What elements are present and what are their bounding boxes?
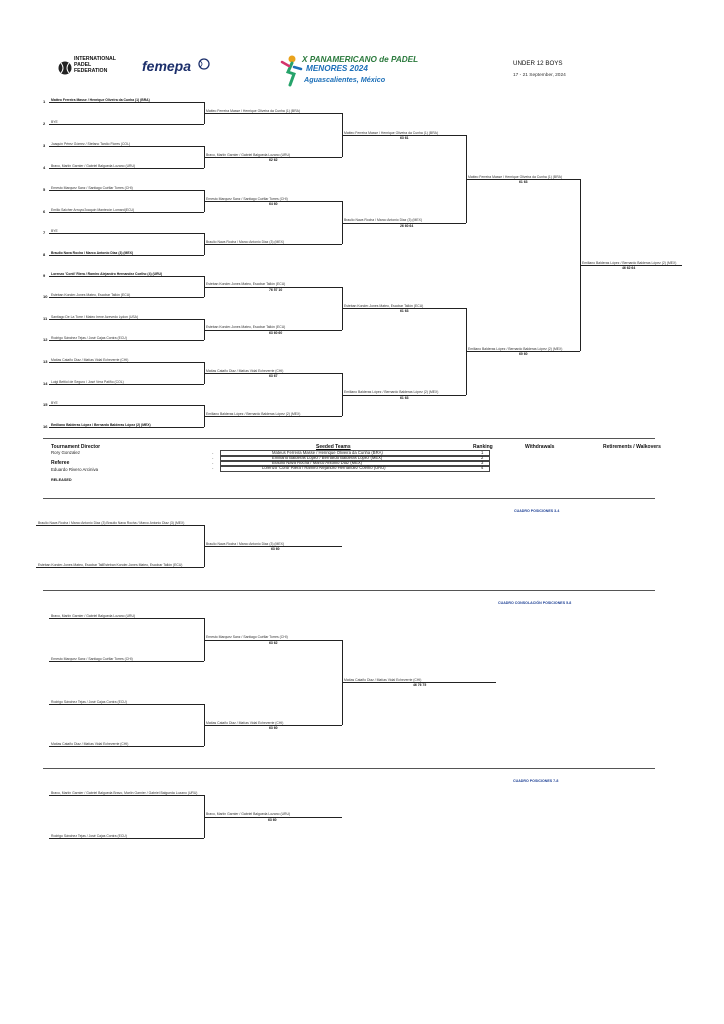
ipf-logo-line1: INTERNATIONAL xyxy=(74,56,116,62)
released-label: RELEASED xyxy=(51,478,72,482)
pos34-team-bottom: Esteban Konder-Jones Mateo, Escobar TallEsteban Konder-Jones Mateo, Escobar Tallón (ECU) xyxy=(38,562,183,567)
r2-team: Ernesto Marquez Sanz / Santiago Cuéllar Torres (CHI) xyxy=(206,196,288,201)
tournament-director-label: Tournament Director xyxy=(51,444,101,450)
r1-team: Joaquín Pérez Gómez / Stefano Tardío Flores (COL) xyxy=(51,141,131,146)
seed-number: 12 xyxy=(43,337,48,342)
r4-team: Emiliano Balderas López / Bernardo Balderas López (2) (MEX) xyxy=(468,347,563,352)
r3-team: Emiliano Balderas López / Bernardo Balderas López (2) (MEX) xyxy=(344,390,439,395)
seed-number: 11 xyxy=(43,316,48,321)
r2-team: Braulio Nava Rocha / Marco Antonio Diaz (3) (MEX) xyxy=(206,239,285,244)
match-score: 63 61 xyxy=(400,136,409,141)
match-score: 46 76 75 xyxy=(413,683,427,688)
match-score: 62 62 xyxy=(269,158,278,163)
seeded-row: - Braulio Nava Rocha / Marco Antonio Diaz (MEX) 3 xyxy=(212,460,496,465)
r1-team: Emiliano Balderas López / Bernardo Balderas López (2) (MEX) xyxy=(51,422,151,427)
seed-number: 4 xyxy=(43,165,46,170)
seed-number: 16 xyxy=(43,424,48,429)
r1-team: Rodrigo Sánchez Tejas / José Cajas Contra (ECU) xyxy=(51,335,127,340)
pos58-r1-team: Bravo, Marlín Garnier / Gabriel Balgueda Lozano (URU) xyxy=(51,613,136,618)
r2-team: Esteban Konder-Jones Mateo, Escobar Tallón (ECU) xyxy=(206,282,286,287)
seeded-row: - Mateus Ferreira Masse / Henrique Oliveira da Cunha (BRA) 1 xyxy=(212,450,496,455)
r3-team: Matteo Ferreira Masse / Henrique Oliveira da Cunha (1) (BRA) xyxy=(344,130,439,135)
match-score: 26 60 64 xyxy=(400,223,414,228)
seeded-team-rank: 3 xyxy=(481,460,484,465)
match-score: 76 57 10 xyxy=(269,287,283,292)
match-score: 63 60 xyxy=(269,726,278,731)
seeded-team-name: Braulio Nava Rocha / Marco Antonio Diaz (MEX) xyxy=(272,460,363,465)
r2-team: Matteo Ferreira Masse / Henrique Oliveira da Cunha (1) (BRA) xyxy=(206,108,301,113)
r1-team: Matías Cataño Diaz / Matías Vidal Echeverrie (CHI) xyxy=(51,357,129,362)
bracket-line xyxy=(49,838,204,839)
event-logo-line1: X PANAMERICANO de PADEL xyxy=(302,55,419,64)
seed-number: 2 xyxy=(43,121,46,126)
match-score: 63 60 60 xyxy=(269,330,283,335)
pos78-title: CUADRO POSICIONES 7-8 xyxy=(513,779,559,783)
pos58-r1-team: Ernesto Marquez Sanz / Santiago Cuéllar Torres (CHI) xyxy=(51,656,133,661)
match-score: 63 60 xyxy=(268,817,277,822)
r2-team: Esteban Konder-Jones Mateo, Escobar Tallón (ECU) xyxy=(206,325,286,330)
match-score: 61 63 xyxy=(400,309,409,314)
seeded-team-rank: 1 xyxy=(481,450,484,455)
event-logo-line3: Aguascalientes, México xyxy=(304,75,386,84)
referee-name: Eduardo Rivero Arciniva xyxy=(51,467,99,472)
seeded-teams-header: Seeded Teams xyxy=(316,444,351,450)
pos58-winner: Matías Cataño Diaz / Matías Vidal Echeverrie (CHI) xyxy=(344,678,422,683)
r2-team: Matías Cataño Diaz / Matías Vidal Echeverrie (CHI) xyxy=(206,368,284,373)
match-score: 61 63 xyxy=(519,179,528,184)
seed-number: 3 xyxy=(43,143,46,148)
r3-team: Braulio Nava Rocha / Marco Antonio Diaz (3) (MEX) xyxy=(344,218,423,223)
seeded-team-name: Emiliano Balderas López / Bernardo Balderas López (MEX) xyxy=(272,455,383,460)
r2-team: Emiliano Balderas López / Bernardo Balderas López (2) (MEX) xyxy=(206,411,301,416)
pos58-title: CUADRO CONSOLACIÓN POSICIONES 5-8 xyxy=(498,601,572,605)
seed-number: 10 xyxy=(43,294,48,299)
pos58-r1-team: Matías Cataño Diaz / Matías Vidal Echeverrie (CHI) xyxy=(51,741,129,746)
seeded-team-name: Mateus Ferreira Masse / Henrique Oliveira da Cunha (BRA) xyxy=(272,450,383,455)
bracket-line xyxy=(49,795,204,796)
r1-team: Emilio Salcher Arroyo/Joaquín Mantecón Lomard(ECU) xyxy=(51,207,135,212)
seed-number: 7 xyxy=(43,230,46,235)
r1-team: Braulio Nava Rocha / Marco Antonio Diaz (3) (MEX) xyxy=(51,250,134,255)
event-dates: 17 - 21 September, 2024 xyxy=(513,73,566,78)
r1-team: Luigi Bettiol de Seguro / José Vera Patiño (COL) xyxy=(51,379,124,384)
seeded-team-name: Lorenzo 'Conti' Riera / Ramiro Alejandro Hernandez Coelho (URU) xyxy=(262,465,386,470)
pos58-r2-team: Matías Cataño Diaz / Matías Vidal Echeverrie (CHI) xyxy=(206,720,284,725)
seed-number: 15 xyxy=(43,402,48,407)
r1-team: Matteo Ferreira Masse / Henrique Oliveira da Cunha (1) (BRA) xyxy=(51,97,150,102)
tournament-director-name: Rory Gonzalez xyxy=(51,450,81,455)
seed-number: 5 xyxy=(43,187,46,192)
ipf-logo-line2: PADEL xyxy=(74,62,92,68)
r1-team: Bravo, Marlín Garnier / Gabriel Balgueda Lozano (URU) xyxy=(51,163,136,168)
seeded-team-rank: 4 xyxy=(481,465,484,470)
r1-team: Esteban Konder-Jones Mateo, Escobar Tallón (ECU) xyxy=(51,292,131,297)
seed-number: 1 xyxy=(43,99,46,104)
pos34-title: CUADRO POSICIONES 3-4 xyxy=(514,509,560,513)
r3-team: Esteban Konder-Jones Mateo, Escobar Tallón (ECU) xyxy=(344,303,424,308)
r1-team: BYE xyxy=(51,400,58,405)
champion-team: Emiliano Balderas López / Bernardo Balderas López (2) (MEX) xyxy=(582,260,677,265)
match-score: 63 62 xyxy=(269,640,278,645)
femepa-logo-text: femepa xyxy=(142,58,192,74)
pos78-team-bottom: Rodrigo Sánchez Tejas / José Cajas Contra (ECU) xyxy=(51,833,127,838)
category-title: UNDER 12 BOYS xyxy=(513,60,563,67)
match-score: 46 62 64 xyxy=(622,266,636,271)
pos78-team-top: Bravo, Marlín Garnier / Gabriel Balgueda Bravo, Marlín Garnier / Gabriel Balgueda Lozano (URU) xyxy=(51,790,198,795)
r1-team: Lorenzo 'Conti' Riera / Ramiro Alejandro Hernandez Coelho (4) (URU) xyxy=(51,271,163,276)
r1-team: Santiago De La Torre / Mateo Irene Azevedo Lydon (USA) xyxy=(51,314,139,319)
pos34-winner: Braulio Nava Rocha / Marco Antonio Diaz (3) (MEX) xyxy=(206,541,285,546)
pos78-winner: Bravo, Marlín Garnier / Gabriel Balgueda Lozano (URU) xyxy=(206,812,291,817)
r1-team: BYE xyxy=(51,119,58,124)
seeded-row: - Lorenzo 'Conti' Riera / Ramiro Alejandro Hernandez Coelho (URU) 4 xyxy=(212,465,496,470)
ranking-header: Ranking xyxy=(473,444,493,450)
r4-team: Matteo Ferreira Masse / Henrique Oliveira da Cunha (1) (BRA) xyxy=(468,174,563,179)
pos58-r1-team: Rodrigo Sánchez Tejas / José Cajas Contra (ECU) xyxy=(51,699,127,704)
match-score: 63 60 xyxy=(271,547,280,552)
seed-number: 14 xyxy=(43,381,48,386)
match-score: 61 63 xyxy=(400,395,409,400)
pos58-r2-team: Ernesto Marquez Sanz / Santiago Cuéllar Torres (CHI) xyxy=(206,635,288,640)
seed-number: 6 xyxy=(43,209,46,214)
seed-number: 13 xyxy=(43,359,48,364)
match-score: 60 60 xyxy=(519,352,528,357)
event-logo-line2: MENORES 2024 xyxy=(306,64,368,73)
r1-team: Ernesto Marquez Sanz / Santiago Cuéllar Torres (CHI) xyxy=(51,185,133,190)
referee-label: Referee xyxy=(51,460,70,466)
retirements-header: Retirements / Walkovers xyxy=(603,444,661,450)
withdrawals-header: Withdrawals xyxy=(525,444,555,450)
ipf-logo-line3: FEDERATION xyxy=(74,68,108,74)
r1-team: BYE xyxy=(51,228,58,233)
seed-number: 8 xyxy=(43,252,46,257)
r2-team: Bravo, Marlín Garnier / Gabriel Balgueda Lozano (URU) xyxy=(206,152,291,157)
match-score: 63 67 xyxy=(269,374,278,379)
seeded-row: - Emiliano Balderas López / Bernardo Balderas López (MEX) 2 xyxy=(212,455,496,460)
match-score: 64 60 xyxy=(269,202,278,207)
seed-number: 9 xyxy=(43,273,46,278)
seeded-team-rank: 2 xyxy=(481,455,484,460)
pos34-team-top: Braulio Nava Rocha / Marco Antonio Diaz (3) Braulio Nava Rocha / Marco Antonio Diaz (3) (MEX) xyxy=(38,520,185,525)
